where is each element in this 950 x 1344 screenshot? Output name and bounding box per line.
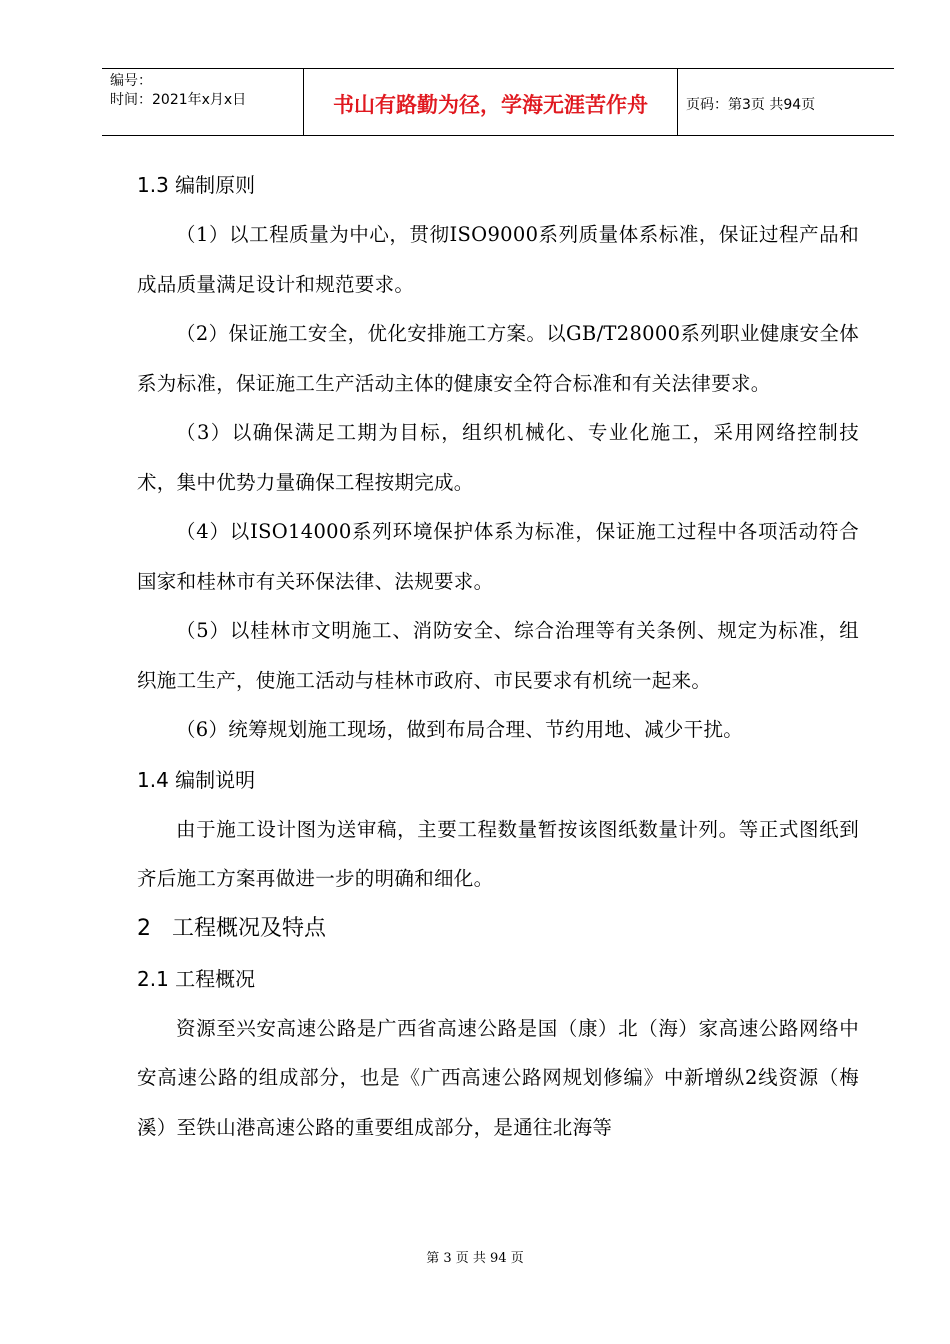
paragraph: 资源至兴安高速公路是广西省高速公路是国（康）北（海）家高速公路网络中安高速公路的组成部分，也是《广西高速公路网规划修编》中新增纵2线资源（梅溪）至铁山港高速公路的重要组成部分，是通往北海等 <box>137 1016 859 1139</box>
header-page-info: 页码：第3页 共94页 <box>686 97 816 113</box>
page-header <box>102 68 894 136</box>
paragraph: （2）保证施工安全，优化安排施工方案。以GB/T28000系列职业健康安全体系为标准，保证施工生产活动主体的健康安全符合标准和有关法律要求。 <box>137 322 859 395</box>
paragraph: （5）以桂林市文明施工、消防安全、综合治理等有关条例、规定为标准，组织施工生产，使施工活动与桂林市政府、市民要求有机统一起来。 <box>137 619 859 692</box>
page-footer: 第 3 页 共 94 页 <box>426 1251 524 1266</box>
date-line: 时间：2021年x月x日 <box>110 92 247 108</box>
paragraph: （3）以确保满足工期为目标，组织机械化、专业化施工，采用网络控制技术，集中优势力量确保工程按期完成。 <box>137 421 859 494</box>
header-meta <box>102 69 304 135</box>
chapter-2-heading: 2 工程概况及特点 <box>137 915 326 941</box>
header-motto: 书山有路勤为径，学海无涯苦作舟 <box>304 69 678 135</box>
paragraph: （1）以工程质量为中心，贯彻ISO9000系列质量体系标准，保证过程产品和成品质量满足设计和规范要求。 <box>137 223 859 296</box>
section-1-3-heading: 1.3 编制原则 <box>137 173 256 197</box>
paragraph: （6）统筹规划施工现场，做到布局合理、节约用地、减少干扰。 <box>176 718 744 741</box>
section-2-1-heading: 2.1 工程概况 <box>137 966 256 991</box>
document-body <box>137 160 859 1152</box>
paragraph: （4）以ISO14000系列环境保护体系为标准，保证施工过程中各项活动符合国家和桂林市有关环保法律、法规要求。 <box>137 520 859 593</box>
paragraph: 由于施工设计图为送审稿，主要工程数量暂按该图纸数量计列。等正式图纸到齐后施工方案再做进一步的明确和细化。 <box>137 817 859 890</box>
serial-label: 编号： <box>110 73 152 89</box>
section-1-4-heading: 1.4 编制说明 <box>137 767 256 792</box>
